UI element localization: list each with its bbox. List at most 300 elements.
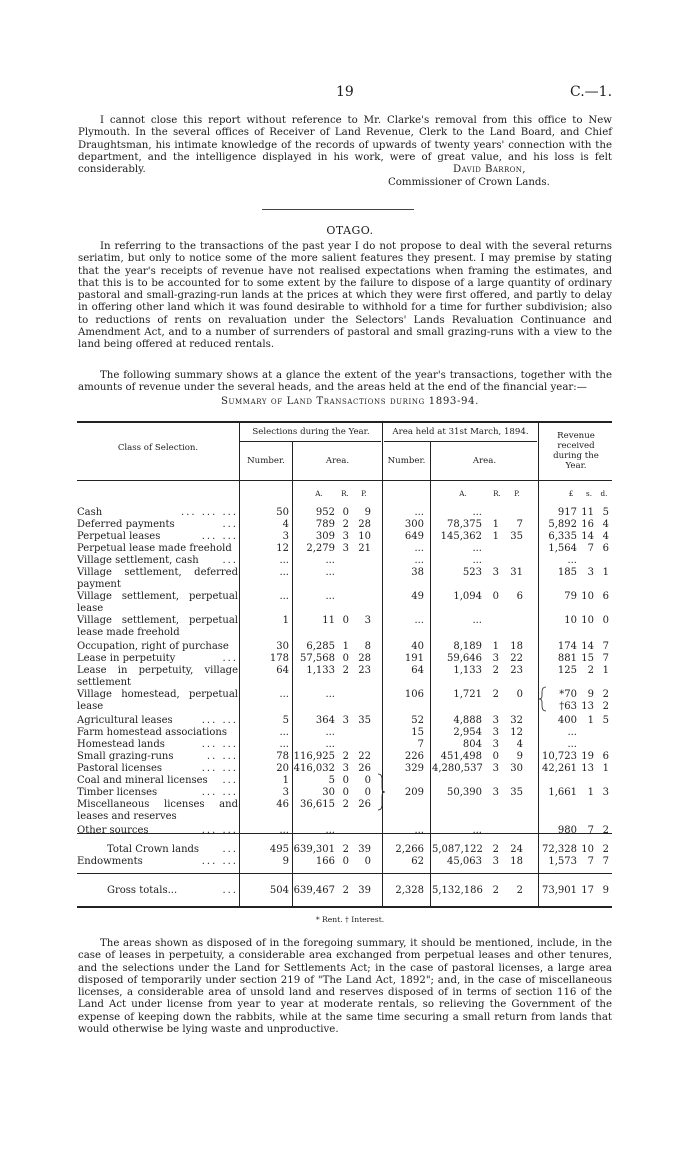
cell-rev-s: 15 xyxy=(581,653,594,664)
cell-held-r: 3 xyxy=(492,763,499,774)
cell-held-num: ... xyxy=(414,555,424,566)
row-label-text: Pastoral licenses xyxy=(77,763,163,774)
cell-sel-num: ... xyxy=(279,591,289,602)
unit-rev-l: £ xyxy=(568,489,574,498)
unit-held-a: A. xyxy=(459,489,467,498)
cell-sel-a: 6,285 xyxy=(306,641,335,652)
cell-sel-a: 309 xyxy=(315,531,335,542)
cell-rev-d: 1 xyxy=(602,567,609,578)
col-revenue: Revenue received during the Year. xyxy=(553,431,599,471)
cell-rev-l: ... xyxy=(567,555,577,566)
cell-held-a: 145,362 xyxy=(440,531,482,542)
summary-table xyxy=(77,421,612,908)
cell-sel-num: 78 xyxy=(276,751,289,762)
cell-rev-s: 10 xyxy=(581,591,594,602)
cell-sel-a: 116,925 xyxy=(293,751,335,762)
cell-held-a: 1,094 xyxy=(453,591,482,602)
row-label-text: Lease in perpetuity xyxy=(77,653,176,664)
cell-held-r: 3 xyxy=(492,715,499,726)
sel-group-rule xyxy=(240,441,381,442)
cell-rev-d: 9 xyxy=(602,885,609,896)
cell-rev-d: 7 xyxy=(602,653,609,664)
cell-rev-l: 125 xyxy=(557,665,577,676)
row-label-text: Perpetual leases xyxy=(77,531,161,542)
cell-rev-l: 400 xyxy=(557,715,577,726)
cell-sel-num: ... xyxy=(279,739,289,750)
cell-sel-num: 12 xyxy=(276,543,289,554)
cell-sel-num: 1 xyxy=(282,615,289,626)
cell-sel-r: 0 xyxy=(342,856,349,867)
cell-rev-s: 7 xyxy=(587,543,594,554)
row-leader-dots: ... ... xyxy=(201,825,238,836)
cell-rev-l: 980 xyxy=(557,825,577,836)
cell-rev-d: 6 xyxy=(602,543,609,554)
cell-rev-l: 1,661 xyxy=(548,787,577,798)
cell-rev-l: 917 xyxy=(557,507,577,518)
licenses-bracket xyxy=(376,773,386,811)
row-leader-dots: ... xyxy=(222,653,238,664)
cell-sel-p: 8 xyxy=(364,641,371,652)
cell-held-r: 2 xyxy=(492,885,499,896)
cell-sel-num: 1 xyxy=(282,775,289,786)
cell-rev-d: 4 xyxy=(602,519,609,530)
row-leader-dots: .. ... xyxy=(206,751,238,762)
cell-sel-num: ... xyxy=(279,689,289,700)
row-leader-dots: ... ... xyxy=(201,856,238,867)
cell-rev-d: 2 xyxy=(602,844,609,855)
cell-rev-s: 1 xyxy=(587,787,594,798)
cell-held-num: 2,328 xyxy=(395,885,424,896)
cell-rev-s: 10 xyxy=(581,615,594,626)
cell-rev-l: ... xyxy=(567,739,577,750)
cell-held-r: 0 xyxy=(492,591,499,602)
unit-held-p: P. xyxy=(514,489,520,498)
cell-rev2-s: 13 xyxy=(581,701,594,712)
cell-held-a: ... xyxy=(472,555,482,566)
cell-rev-s: 13 xyxy=(581,763,594,774)
cell-held-a: 1,133 xyxy=(453,665,482,676)
row-label-text: Cash xyxy=(77,507,103,518)
row-leader-dots: ... xyxy=(222,844,238,855)
cell-sel-a: 57,568 xyxy=(300,653,335,664)
cell-held-p: 35 xyxy=(510,531,523,542)
row-label-text: Total Crown lands xyxy=(107,844,200,855)
cell-rev-l: 42,261 xyxy=(542,763,577,774)
cell-sel-p: 10 xyxy=(358,531,371,542)
cell-sel-p: 9 xyxy=(364,507,371,518)
cell-sel-a: 36,615 xyxy=(300,799,335,810)
cell-sel-num: 9 xyxy=(282,856,289,867)
row-label xyxy=(77,641,238,653)
cell-rev-d: 1 xyxy=(602,665,609,676)
cell-rev-s: 16 xyxy=(581,519,594,530)
cell-held-p: 22 xyxy=(510,653,523,664)
cell-held-p: 18 xyxy=(510,641,523,652)
cell-held-r: 1 xyxy=(492,641,499,652)
table-footnote: * Rent. † Interest. xyxy=(315,915,385,924)
cell-held-num: 226 xyxy=(404,751,424,762)
cell-held-p: 7 xyxy=(516,519,523,530)
cell-rev-d: 4 xyxy=(602,531,609,542)
cell-held-num: 2,266 xyxy=(395,844,424,855)
cell-held-num: 649 xyxy=(404,531,424,542)
row-label xyxy=(77,844,238,856)
cell-held-num: ... xyxy=(414,825,424,836)
page-header xyxy=(0,84,700,104)
cell-held-a: ... xyxy=(472,825,482,836)
row-leader-dots: ... ... ... xyxy=(181,507,238,518)
row-label xyxy=(77,763,238,775)
document-code: C.—1. xyxy=(570,84,613,100)
cell-sel-num: 178 xyxy=(269,653,289,664)
cell-rev-d: 3 xyxy=(602,787,609,798)
row-label xyxy=(77,825,238,837)
row-leader-dots: ... ... xyxy=(201,715,238,726)
cell-held-p: 32 xyxy=(510,715,523,726)
row-label xyxy=(77,715,238,727)
otago-paragraph: In referring to the transactions of the past year I do not propose to deal with the several returns seriatim, but only to notice some of the more salient features they present. I may premise by stating that the year's receipts of revenue have not realised expectations when framing the estimates, and that this is to be accounted for to some extent by the failure to dispose of a large quantity of ordinary pastoral and small-grazing-run lands at the prices at which they were first offered, and partly to delay in offering other land which it was found desirable to withhold for a time for further subdivision; also to reductions of rents on revaluation under the Selectors' Lands Revaluation Continuance and Amendment Act, and to a number of surrenders of pastoral and small grazing-runs with a view to the land being offered at reduced rentals. xyxy=(78,241,612,351)
cell-sel-p: 26 xyxy=(358,799,371,810)
cell-held-r: 3 xyxy=(492,727,499,738)
cell-sel-r: 0 xyxy=(342,615,349,626)
row-leader-dots: ... xyxy=(222,519,238,530)
cell-rev-l: 73,901 xyxy=(542,885,577,896)
col-held-area: Area. xyxy=(472,456,497,466)
cell-held-r: 3 xyxy=(492,567,499,578)
cell-held-p: 12 xyxy=(510,727,523,738)
unit-rev-s: s. xyxy=(586,489,592,498)
cell-held-num: 64 xyxy=(411,665,424,676)
cell-held-p: 18 xyxy=(510,856,523,867)
row-label xyxy=(77,567,238,591)
cell-sel-p: 22 xyxy=(358,751,371,762)
revenue-bracket xyxy=(539,686,549,712)
cell-held-p: 35 xyxy=(510,787,523,798)
row-label-text: Village settlement, cash xyxy=(77,555,199,566)
row-label xyxy=(77,751,238,763)
row-label-text: Lease in perpetuity, village settlement xyxy=(77,665,238,688)
cell-sel-a: 952 xyxy=(315,507,335,518)
cell-sel-a: 364 xyxy=(315,715,335,726)
cell-held-num: 40 xyxy=(411,641,424,652)
row-label xyxy=(77,653,238,665)
cell-rev-l: 174 xyxy=(557,641,577,652)
cell-held-p: 30 xyxy=(510,763,523,774)
row-leader-dots: ... ... xyxy=(201,739,238,750)
cell-sel-a: ... xyxy=(325,555,335,566)
row-label xyxy=(77,531,238,543)
col-class: Class of Selection. xyxy=(117,443,199,453)
cell-sel-a: 1,133 xyxy=(306,665,335,676)
cell-sel-p: 39 xyxy=(358,885,371,896)
table-title: Summary of Land Transactions during 1893-94. xyxy=(220,396,480,407)
cell-held-num: 209 xyxy=(404,787,424,798)
cell-held-num: 106 xyxy=(404,689,424,700)
cell-held-a: 5,087,122 xyxy=(432,844,483,855)
cell-sel-r: 3 xyxy=(342,763,349,774)
cell-sel-a: 639,467 xyxy=(293,885,335,896)
cell-rev-s: 19 xyxy=(581,751,594,762)
cell-sel-a: 166 xyxy=(315,856,335,867)
table-top-rule xyxy=(77,421,612,423)
cell-rev-l: ... xyxy=(567,727,577,738)
col-sel-number: Number. xyxy=(247,456,285,466)
cell-held-r: 3 xyxy=(492,787,499,798)
cell-sel-p: 0 xyxy=(364,775,371,786)
cell-held-num: ... xyxy=(414,615,424,626)
row-label xyxy=(77,775,238,787)
row-label-text: Homestead lands xyxy=(77,739,165,750)
cell-sel-num: 495 xyxy=(269,844,289,855)
cell-sel-num: ... xyxy=(279,555,289,566)
cell-sel-num: 46 xyxy=(276,799,289,810)
cell-sel-num: ... xyxy=(279,727,289,738)
cell-rev-l: 5,892 xyxy=(548,519,577,530)
unit-sel-r: R. xyxy=(341,489,349,498)
vline-held-num xyxy=(430,441,431,906)
row-label xyxy=(77,727,238,739)
cell-held-a: 2,954 xyxy=(453,727,482,738)
row-label xyxy=(77,507,238,519)
row-leader-dots: ... ... xyxy=(201,531,238,542)
intro-paragraph: I cannot close this report without reference to Mr. Clarke's removal from this office to New Plymouth. In the several offices of Receiver of Land Revenue, Clerk to the Land Board, and Chief Draughtsman, his intimate knowledge of the records of upwards of twenty years' connection with the department, and the intelligence displayed in his work, were of great value, and his loss is felt considerably. xyxy=(78,115,612,176)
cell-rev-l: 10,723 xyxy=(542,751,577,762)
cell-sel-p: 39 xyxy=(358,844,371,855)
cell-held-num: 38 xyxy=(411,567,424,578)
cell-rev-d: 2 xyxy=(602,689,609,700)
page-number: 19 xyxy=(336,84,354,100)
cell-held-a: 59,646 xyxy=(447,653,482,664)
cell-rev-l: 10 xyxy=(564,615,577,626)
cell-held-a: 451,498 xyxy=(440,751,482,762)
cell-held-a: 8,189 xyxy=(453,641,482,652)
row-label xyxy=(77,799,238,823)
cell-held-r: 2 xyxy=(492,665,499,676)
row-label xyxy=(77,615,238,639)
row-label-text: Agricultural leases xyxy=(77,715,173,726)
section-title: OTAGO. xyxy=(326,224,374,237)
cell-held-num: ... xyxy=(414,543,424,554)
cell-sel-p: 0 xyxy=(364,787,371,798)
section-divider xyxy=(262,209,414,210)
cell-sel-a: 5 xyxy=(328,775,335,786)
row-label xyxy=(77,856,238,868)
cell-sel-a: ... xyxy=(325,825,335,836)
cell-rev-l: 881 xyxy=(557,653,577,664)
table-header-rule xyxy=(77,480,612,481)
cell-sel-a: 639,301 xyxy=(293,844,335,855)
cell-sel-r: 0 xyxy=(342,653,349,664)
row-label xyxy=(77,689,238,713)
row-label xyxy=(77,787,238,799)
cell-rev-s: 10 xyxy=(581,844,594,855)
unit-sel-p: P. xyxy=(361,489,367,498)
col-group-area-held: Area held at 31st March, 1894. xyxy=(392,427,529,437)
cell-rev-d: 2 xyxy=(602,825,609,836)
cell-sel-num: 504 xyxy=(269,885,289,896)
row-label-text: Endowments xyxy=(77,856,143,867)
cell-held-p: 0 xyxy=(516,689,523,700)
cell-held-a: ... xyxy=(472,543,482,554)
cell-rev-s: 14 xyxy=(581,531,594,542)
col-sel-area: Area. xyxy=(325,456,350,466)
cell-sel-num: 64 xyxy=(276,665,289,676)
cell-rev-l: 185 xyxy=(557,567,577,578)
cell-sel-a: ... xyxy=(325,727,335,738)
cell-sel-r: 2 xyxy=(342,519,349,530)
row-label xyxy=(77,739,238,751)
row-label-text: Village settlement, perpetual lease made freehold xyxy=(77,615,238,638)
cell-sel-a: ... xyxy=(325,567,335,578)
signature-name: David Barron, xyxy=(453,164,526,175)
cell-sel-r: 2 xyxy=(342,665,349,676)
cell-sel-p: 35 xyxy=(358,715,371,726)
cell-sel-p: 26 xyxy=(358,763,371,774)
cell-held-r: 3 xyxy=(492,856,499,867)
cell-sel-p: 23 xyxy=(358,665,371,676)
cell-rev-d: 5 xyxy=(602,507,609,518)
cell-rev-s: 9 xyxy=(587,689,594,700)
col-held-number: Number. xyxy=(387,456,426,466)
cell-sel-a: ... xyxy=(325,591,335,602)
cell-held-num: 15 xyxy=(411,727,424,738)
cell-rev-l: 1,564 xyxy=(548,543,577,554)
row-leader-dots: ... xyxy=(222,555,238,566)
cell-rev-s: 14 xyxy=(581,641,594,652)
row-label-text: Deferred payments xyxy=(77,519,175,530)
cell-rev-d: 6 xyxy=(602,591,609,602)
cell-sel-num: 3 xyxy=(282,787,289,798)
unit-rev-d: d. xyxy=(600,489,608,498)
cell-held-a: 804 xyxy=(462,739,482,750)
row-leader-dots: ... xyxy=(222,885,238,896)
cell-sel-r: 1 xyxy=(342,641,349,652)
cell-sel-r: 3 xyxy=(342,531,349,542)
row-label-text: Village settlement, deferred payment xyxy=(77,567,238,590)
cell-held-a: 78,375 xyxy=(447,519,482,530)
cell-sel-a: 30 xyxy=(322,787,335,798)
unit-sel-a: A. xyxy=(315,489,323,498)
cell-sel-r: 0 xyxy=(342,507,349,518)
row-label-text: Timber licenses xyxy=(77,787,158,798)
cell-held-num: 52 xyxy=(411,715,424,726)
cell-held-a: ... xyxy=(472,507,482,518)
cell-rev-s: 7 xyxy=(587,856,594,867)
cell-rev-s: 3 xyxy=(587,567,594,578)
cell-sel-a: 416,032 xyxy=(293,763,335,774)
cell-rev-d: 7 xyxy=(602,856,609,867)
cell-sel-p: 21 xyxy=(358,543,371,554)
cell-held-num: 49 xyxy=(411,591,424,602)
cell-held-num: 191 xyxy=(404,653,424,664)
cell-rev-l: *70 xyxy=(559,689,577,700)
cell-rev-d: 1 xyxy=(602,763,609,774)
cell-held-a: ... xyxy=(472,615,482,626)
cell-sel-a: 789 xyxy=(315,519,335,530)
row-label-text: Farm homestead associations xyxy=(77,727,227,738)
row-label xyxy=(77,591,238,615)
cell-held-r: 1 xyxy=(492,531,499,542)
cell-rev-s: 2 xyxy=(587,665,594,676)
cell-held-r: 2 xyxy=(492,689,499,700)
cell-held-p: 31 xyxy=(510,567,523,578)
row-label-text: Gross totals... xyxy=(107,885,178,896)
row-label xyxy=(77,665,238,689)
cell-sel-num: 20 xyxy=(276,763,289,774)
cell-held-a: 45,063 xyxy=(447,856,482,867)
closing-paragraph: The areas shown as disposed of in the foregoing summary, it should be mentioned, include, in the case of leases in perpetuity, a considerable area exchanged from perpetual leases and other tenures, and the selections under the Land for Settlements Act; in the case of pastoral licenses, a large area disposed of temporarily under section 219 of "The Land Act, 1892"; and, in the case of miscellaneous licenses, a considerable area of unsold land and reserves disposed of in terms of section 116 of the Land Act under license from year to year at moderate rentals, so relieving the Government of the expense of keeping down the rabbits, while at the same time securing a small return from lands that would otherwise be lying waste and unproductive. xyxy=(78,938,612,1036)
cell-held-r: 2 xyxy=(492,844,499,855)
cell-held-num: 329 xyxy=(404,763,424,774)
held-group-rule xyxy=(384,441,537,442)
row-label-text: Perpetual lease made freehold xyxy=(77,543,232,554)
cell-rev-d: 7 xyxy=(602,641,609,652)
col-group-selections: Selections during the Year. xyxy=(252,427,370,437)
cell-sel-r: 3 xyxy=(342,715,349,726)
cell-rev-s: 17 xyxy=(581,885,594,896)
cell-held-a: 5,132,186 xyxy=(432,885,483,896)
cell-sel-a: 2,279 xyxy=(306,543,335,554)
cell-sel-num: 50 xyxy=(276,507,289,518)
cell-sel-r: 2 xyxy=(342,844,349,855)
cell-held-num: 7 xyxy=(417,739,424,750)
cell-held-num: ... xyxy=(414,507,424,518)
gross-rule xyxy=(77,873,612,874)
cell-held-p: 24 xyxy=(510,844,523,855)
unit-held-r: R. xyxy=(493,489,501,498)
cell-sel-r: 2 xyxy=(342,885,349,896)
cell-rev-l: 79 xyxy=(564,591,577,602)
cell-sel-p: 28 xyxy=(358,653,371,664)
cell-held-num: 62 xyxy=(411,856,424,867)
cell-sel-r: 0 xyxy=(342,787,349,798)
cell-sel-num: 30 xyxy=(276,641,289,652)
cell-sel-num: ... xyxy=(279,567,289,578)
cell-held-r: 0 xyxy=(492,751,499,762)
cell-sel-r: 2 xyxy=(342,799,349,810)
cell-sel-p: 28 xyxy=(358,519,371,530)
cell-rev2-d: 2 xyxy=(602,701,609,712)
cell-sel-num: 4 xyxy=(282,519,289,530)
cell-rev-l: 1,573 xyxy=(548,856,577,867)
row-leader-dots: ... xyxy=(222,775,238,786)
cell-rev-l: 72,328 xyxy=(542,844,577,855)
row-label xyxy=(77,519,238,531)
cell-held-a: 50,390 xyxy=(447,787,482,798)
cell-held-r: 3 xyxy=(492,653,499,664)
cell-sel-p: 3 xyxy=(364,615,371,626)
cell-sel-p: 0 xyxy=(364,856,371,867)
cell-held-a: 4,888 xyxy=(453,715,482,726)
cell-sel-r: 2 xyxy=(342,751,349,762)
cell-held-p: 23 xyxy=(510,665,523,676)
cell-rev-s: 7 xyxy=(587,825,594,836)
cell-sel-num: ... xyxy=(279,825,289,836)
cell-sel-r: 3 xyxy=(342,543,349,554)
row-label-text: Occupation, right of purchase xyxy=(77,641,229,652)
cell-held-a: 4,280,537 xyxy=(432,763,483,774)
cell-sel-a: ... xyxy=(325,739,335,750)
summary-intro-paragraph: The following summary shows at a glance the extent of the year's transactions, together with the amounts of revenue under the several heads, and the areas held at the end of the financial year:— xyxy=(78,370,612,394)
cell-rev-d: 5 xyxy=(602,715,609,726)
cell-sel-r: 0 xyxy=(342,775,349,786)
row-label xyxy=(77,885,238,897)
cell-rev-s: 1 xyxy=(587,715,594,726)
row-label-text: Village homestead, perpetual lease xyxy=(77,689,238,712)
cell-sel-num: 5 xyxy=(282,715,289,726)
row-label-text: Coal and mineral licenses xyxy=(77,775,208,786)
cell-rev-d: 6 xyxy=(602,751,609,762)
